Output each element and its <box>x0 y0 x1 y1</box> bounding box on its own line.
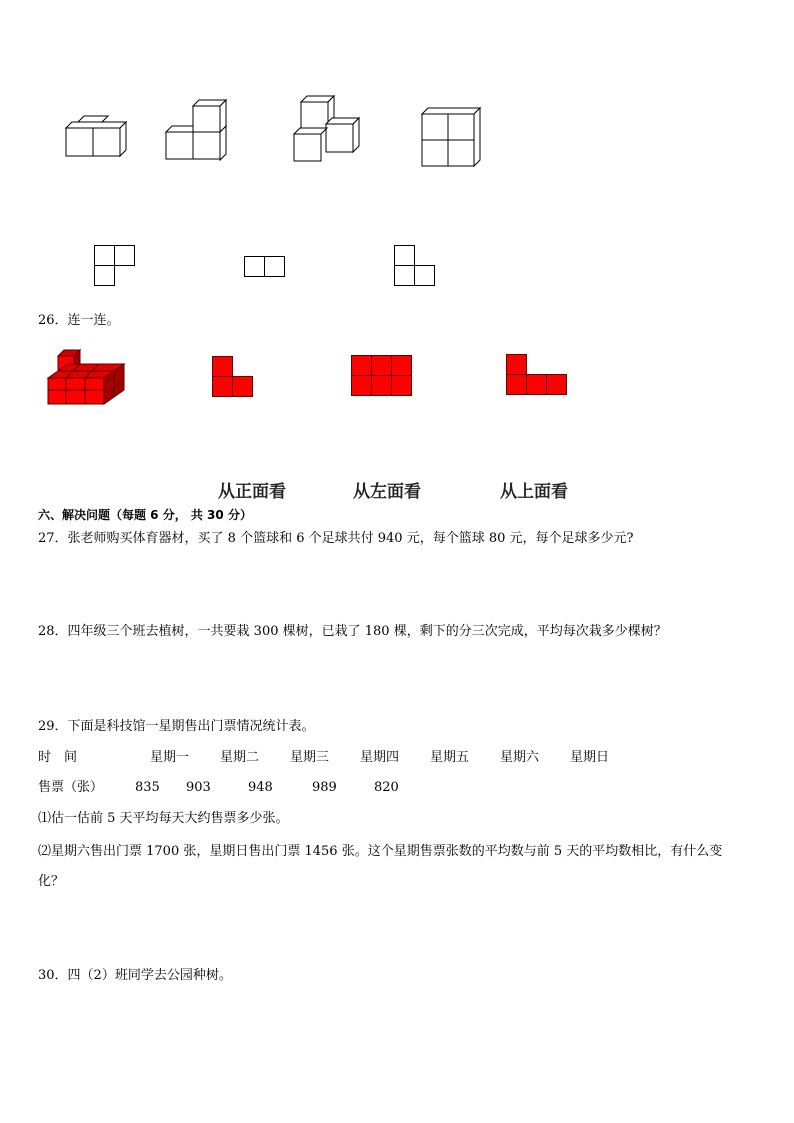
table-day: 星期六 <box>500 750 540 765</box>
section-title: 六、解决问题（每题 6 分， 共 30 分） <box>38 508 252 522</box>
q28-text: 28．四年级三个班去植树，一共要栽 300 棵树，已栽了 180 棵，剩下的分三次完成，平均每次栽多少棵树？ <box>38 624 667 639</box>
red-cube-solid <box>44 344 126 406</box>
q29-sub2-line2: 化？ <box>38 874 65 889</box>
red-view-2 <box>351 355 415 399</box>
cube-solid-3 <box>290 94 364 164</box>
view-label-top: 从上面看 <box>500 482 568 502</box>
q29-intro: 29．下面是科技馆一星期售出门票情况统计表。 <box>38 719 315 734</box>
table-value: 948 <box>248 780 273 795</box>
view-label-left: 从左面看 <box>353 482 421 502</box>
table-value: 835 <box>135 780 160 795</box>
q27-text: 27．张老师购买体育器材，买了 8 个篮球和 6 个足球共付 940 元，每个篮球 80 元，每个足球多少元? <box>38 531 634 546</box>
cube-solid-4 <box>418 104 484 168</box>
table-value: 989 <box>312 780 337 795</box>
cube-solid-2 <box>162 98 232 160</box>
table-day: 星期四 <box>360 750 400 765</box>
q30-text: 30．四（2）班同学去公园种树。 <box>38 968 232 983</box>
flat-view-1 <box>94 245 136 287</box>
q26-label: 26．连一连。 <box>38 313 120 328</box>
flat-view-3 <box>394 245 436 287</box>
table-day: 星期一 <box>150 750 190 765</box>
table-value: 903 <box>186 780 211 795</box>
table-row-label: 售票（张） <box>38 780 104 795</box>
red-view-1 <box>212 356 256 398</box>
cube-solid-1 <box>60 110 130 160</box>
q29-sub1: ⑴估一估前 5 天平均每天大约售票多少张。 <box>38 811 289 826</box>
table-day: 星期二 <box>220 750 260 765</box>
table-header-label: 时 间 <box>38 750 78 765</box>
view-label-front: 从正面看 <box>218 482 286 502</box>
table-value: 820 <box>374 780 399 795</box>
red-view-3 <box>506 354 570 398</box>
table-day: 星期五 <box>430 750 470 765</box>
flat-view-2 <box>244 256 286 278</box>
table-day: 星期三 <box>290 750 330 765</box>
table-day: 星期日 <box>570 750 610 765</box>
q29-sub2-line1: ⑵星期六售出门票 1700 张，星期日售出门票 1456 张。这个星期售票张数的平均数与前 5 天的平均数相比，有什么变 <box>38 844 723 859</box>
